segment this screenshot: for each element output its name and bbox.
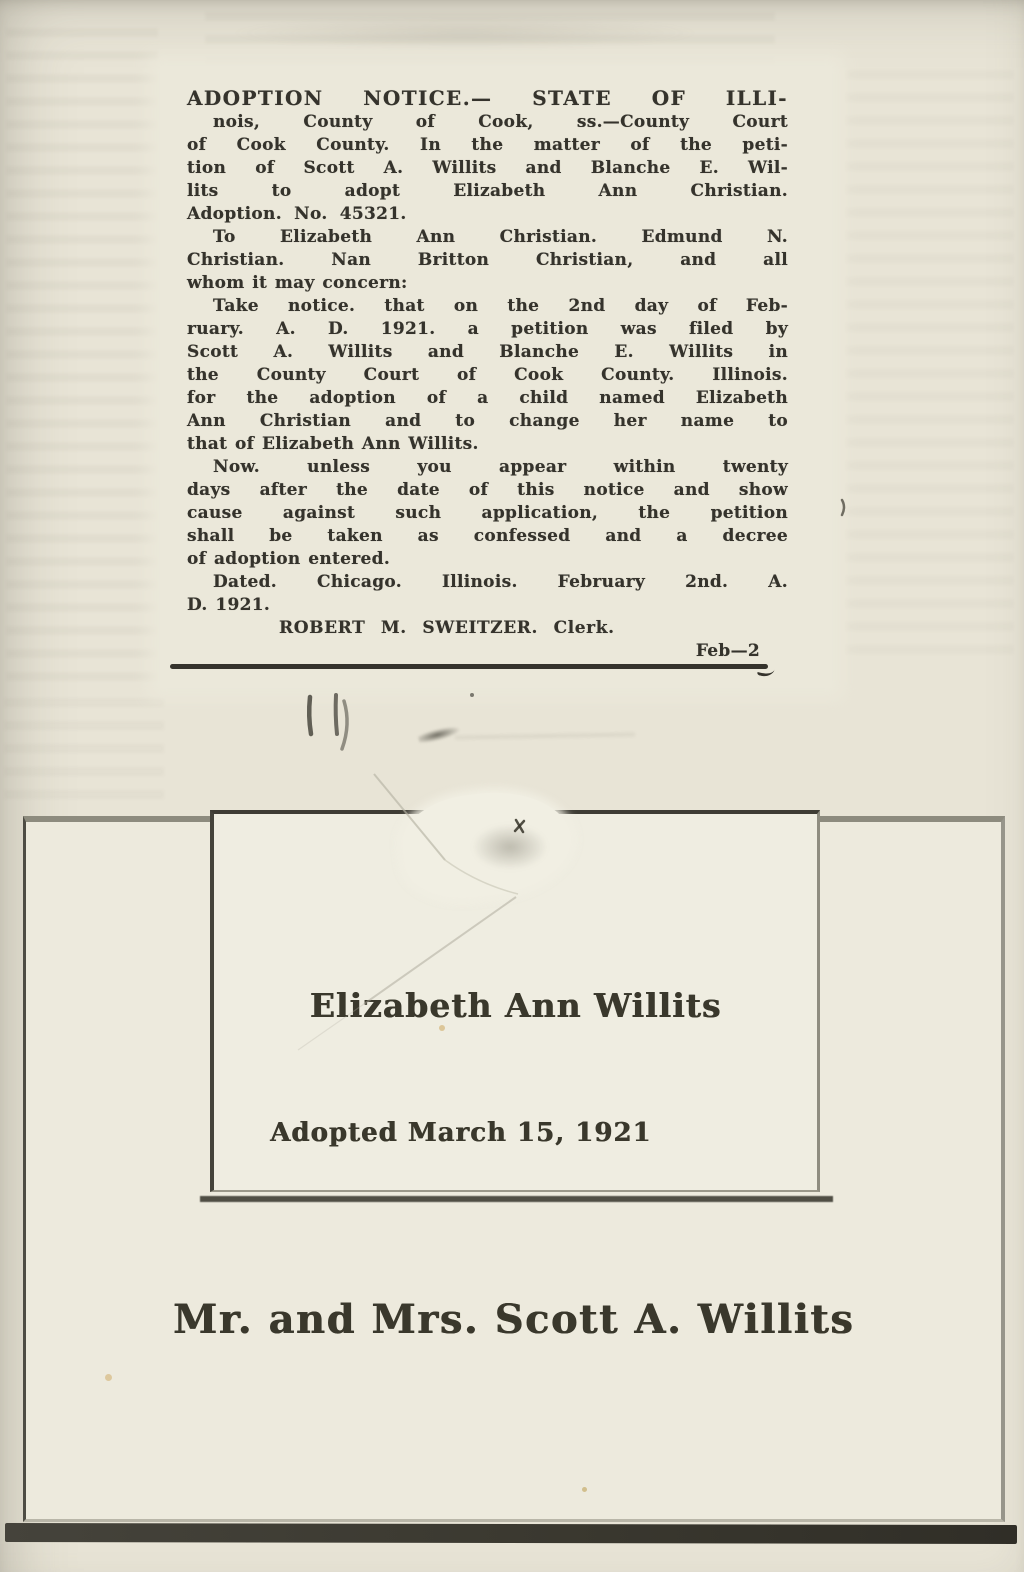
top-smear xyxy=(230,16,700,50)
notice-line: Now. unless you appear within twenty xyxy=(213,457,788,477)
notice-line: of Cook County. In the matter of the peti- xyxy=(187,135,788,155)
notice-line: tion of Scott A. Willits and Blanche E. Wil- xyxy=(187,158,788,178)
tear-smudge xyxy=(472,824,548,870)
notice-date-code: Feb—2 xyxy=(695,641,760,661)
notice-line: Ann Christian and to change her name to xyxy=(187,411,788,431)
notice-line: for the adoption of a child named Elizabeth xyxy=(187,388,788,408)
clipping-underline-rule xyxy=(170,664,768,669)
notice-line: Dated. Chicago. Illinois. February 2nd. A. xyxy=(213,572,788,592)
bleed-through-bottom-left xyxy=(4,698,164,810)
ink-smudge xyxy=(417,724,460,745)
notice-line: whom it may concern: xyxy=(187,273,408,293)
notice-headline: ADOPTION NOTICE.— STATE OF ILLI- xyxy=(187,86,788,110)
notice-clerk-signature: ROBERT M. SWEITZER. Clerk. xyxy=(279,618,615,638)
notice-line: shall be taken as confessed and a decree xyxy=(187,526,788,546)
card-bottom-shadow-bar xyxy=(5,1523,1017,1544)
adoption-notice-text xyxy=(187,86,788,663)
notice-line: that of Elizabeth Ann Willits. xyxy=(187,434,479,454)
notice-line: the County Court of Cook County. Illinois. xyxy=(187,365,788,385)
foxing-dot xyxy=(105,1374,112,1381)
notice-line: nois, County of Cook, ss.—County Court xyxy=(213,112,788,132)
bleed-through-left xyxy=(6,28,158,688)
foxing-dot xyxy=(582,1487,587,1492)
notice-line: days after the date of this notice and show xyxy=(187,480,788,500)
bleed-through-top xyxy=(205,12,775,64)
notice-line: To Elizabeth Ann Christian. Edmund N. xyxy=(213,227,788,247)
child-name: Elizabeth Ann Willits xyxy=(309,986,722,1025)
notice-line: Adoption. No. 45321. xyxy=(187,204,407,224)
parents-names: Mr. and Mrs. Scott A. Willits xyxy=(172,1296,855,1343)
notice-line: Take notice. that on the 2nd day of Feb- xyxy=(213,296,788,316)
newspaper-clipping xyxy=(160,66,832,688)
notice-line: of adoption entered. xyxy=(187,549,391,569)
notice-line: cause against such application, the petition xyxy=(187,503,788,523)
foxing-dot xyxy=(439,1025,445,1031)
adoption-date: Adopted March 15, 1921 xyxy=(270,1118,652,1148)
ink-smudge-tail xyxy=(455,732,635,739)
notice-line: ruary. A. D. 1921. a petition was filed by xyxy=(187,319,788,339)
notice-line: Scott A. Willits and Blanche E. Willits in xyxy=(187,342,788,362)
notice-line: D. 1921. xyxy=(187,595,271,615)
notice-line: lits to adopt Elizabeth Ann Christian. xyxy=(187,181,788,201)
bleed-through-right xyxy=(846,70,1014,660)
notice-line: Christian. Nan Britton Christian, and all xyxy=(187,250,788,270)
